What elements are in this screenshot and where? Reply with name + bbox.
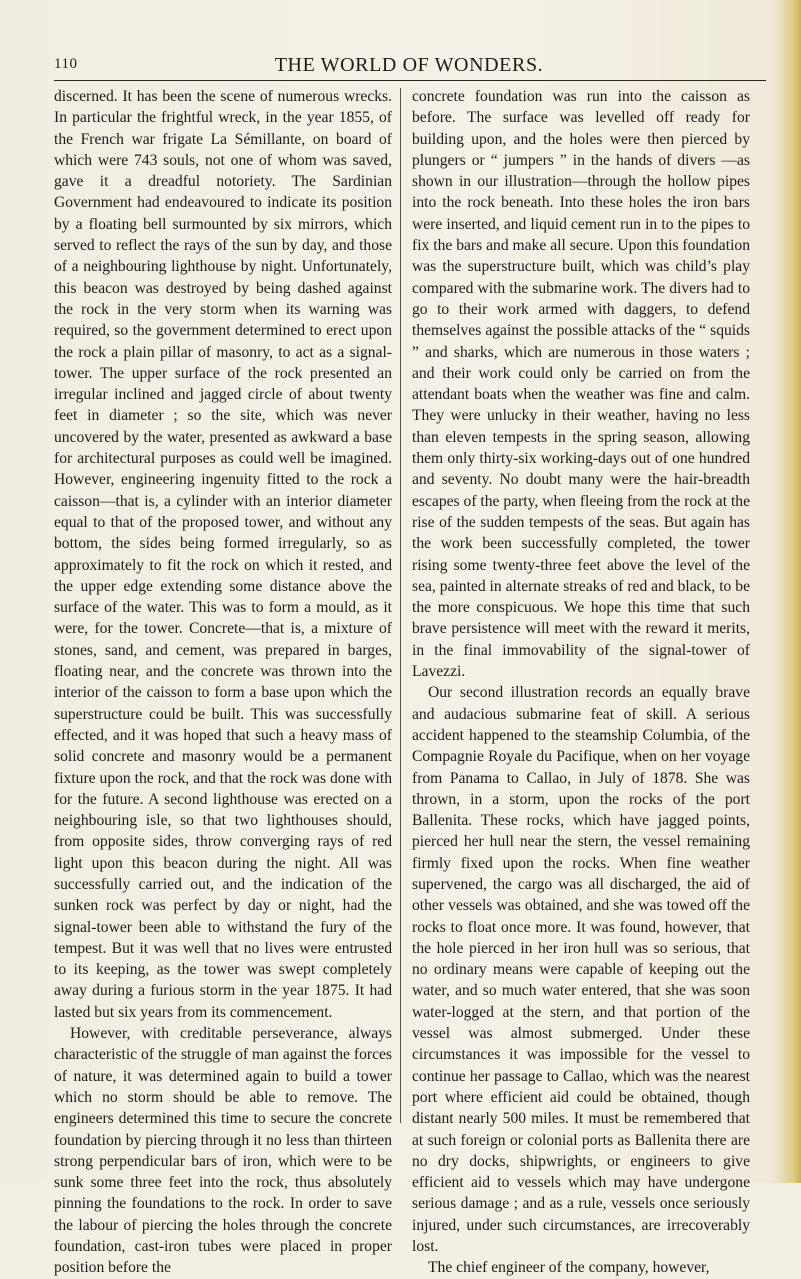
page-edge-shading bbox=[775, 0, 801, 1183]
left-column bbox=[54, 86, 392, 1279]
column-divider bbox=[400, 88, 401, 1123]
paragraph: Our second illustration records an equally brave and audacious submarine feat of skill. A serious accident happened to the steamship Columbia, of the Compagnie Royale du Pacifique, when on her voyage from Panama to Callao, in July of 1878. She was thrown, in a storm, upon the rocks of the port Ballenita. These rocks, which have jagged points, pierced her hull near the stern, the vessel remaining firmly fixed upon the rocks. When fine weather supervened, the cargo was all discharged, the aid of other vessels was obtained, and she was towed off the rocks to float once more. It was found, however, that the hole pierced in her iron hull was so serious, that no ordinary means were capable of keeping out the water, and so much water entered, that she was soon water-logged at the stern, and that portion of the vessel was almost submerged. Under these circumstances it was impossible for the vessel to continue her passage to Callao, which was the nearest port where efficient aid could be obtained, though distant nearly 500 miles. It must be remembered that at such foreign or colonial ports as Ballenita there are no dry docks, shipwrights, or engineers to give efficient aid to vessels which may have undergone serious damage ; and as a rule, vessels once seriously injured, under such circumstances, are irrecoverably lost. bbox=[412, 684, 750, 1256]
paragraph: The chief engineer of the company, however, bbox=[428, 1259, 710, 1277]
page-number: 110 bbox=[54, 56, 78, 72]
paragraph: However, with creditable perseverance, always characteristic of the struggle of man against the forces of nature, it was determined again to build a tower which no storm should be able to remove. The engineers determined this time to secure the concrete foundation by piercing through it no less than thirteen strong perpendicular bars of iron, which were to be sunk some three feet into the rock, thus absolutely pinning the foundations to the rock. In order to save the labour of piercing the holes through the concrete foundation, cast-iron tubes were placed in proper position before the bbox=[54, 1025, 392, 1277]
right-column bbox=[412, 86, 750, 1279]
page-header bbox=[54, 54, 764, 80]
paragraph: concrete foundation was run into the caisson as before. The surface was levelled off ready for building upon, and the holes were then pierced by plungers or “ jumpers ” in the hands of divers —as shown in our illustration—through the hollow pipes into the rock beneath. Into these holes the iron bars were inserted, and liquid cement run in to the pipes to fix the bars and make all secure. Upon this foundation was the superstructure built, which was child’s play compared with the submarine work. The divers had to go to their work armed with daggers, to defend themselves against the possible attacks of the “ squids ” and sharks, which are numerous in those waters ; and their work could only be carried on from the attendant boats when the weather was fine and calm. They were unlucky in their weather, having no less than eleven tempests in the spring season, allowing them only thirty-six working-days out of one hundred and seventy. No doubt many were the hair-breadth escapes of the party, when fleeing from the rock at the rise of the sudden tempests of the seas. But again has the work been successfully completed, the tower rising some twenty-three feet above the level of the sea, painted in alternate streaks of red and black, to be the more conspicuous. We hope this time that such brave persistence will meet with the reward it merits, in the final immovability of the signal-tower of Lavezzi. bbox=[412, 88, 751, 681]
paragraph: discerned. It has been the scene of numerous wrecks. In particular the frightful wreck, in the year 1855, of the French war frigate La Sémillante, on board of which were 743 souls, not one of whom was saved, gave it a dreadful notoriety. The Sardinian Government had endeavoured to indicate its position by a floating bell surmounted by six mirrors, which served to reflect the rays of the sun by day, and those of a neighbouring lighthouse by night. Unfortunately, this beacon was destroyed by being dashed against the rock in the very storm when its warning was required, so the government determined to erect upon the rock a plain pillar of masonry, to act as a signal-tower. The upper surface of the rock presented an irregular inclined and jagged circle of about twenty feet in diameter ; so the site, which was never uncovered by the water, presented as awkward a base for architectural purposes as could well be imagined. However, engineering ingenuity fitted to the rock a caisson—that is, a cylinder with an interior diameter equal to that of the proposed tower, and without any bottom, the sides being formed irregularly, so as approximately to fit the rock on which it rested, and the upper edge extending some distance above the surface of the water. This was to form a mould, as it were, for the tower. Concrete—that is, a mixture of stones, sand, and cement, was prepared in barges, floating near, and the concrete was thrown into the interior of the caisson to form a base upon which the superstructure could be built. This was successfully effected, and it was hoped that such a heavy mass of solid concrete and masonry would be a permanent fixture upon the rock, and that the rock was done with for the future. A second lighthouse was erected on a neighbouring isle, so that two lighthouses should, from opposite sides, throw converging rays of red light upon this beacon during the night. All was successfully carried out, and the indication of the sunken rock was perfect by day or night, had the signal-tower been able to withstand the fury of the tempest. But it was well that no lives were entrusted to its keeping, as the tower was swept completely away during a furious storm in the year 1875. It had lasted but six years from its commencement. bbox=[54, 88, 392, 1021]
header-rule bbox=[54, 80, 766, 81]
running-title: THE WORLD OF WONDERS. bbox=[274, 54, 544, 76]
